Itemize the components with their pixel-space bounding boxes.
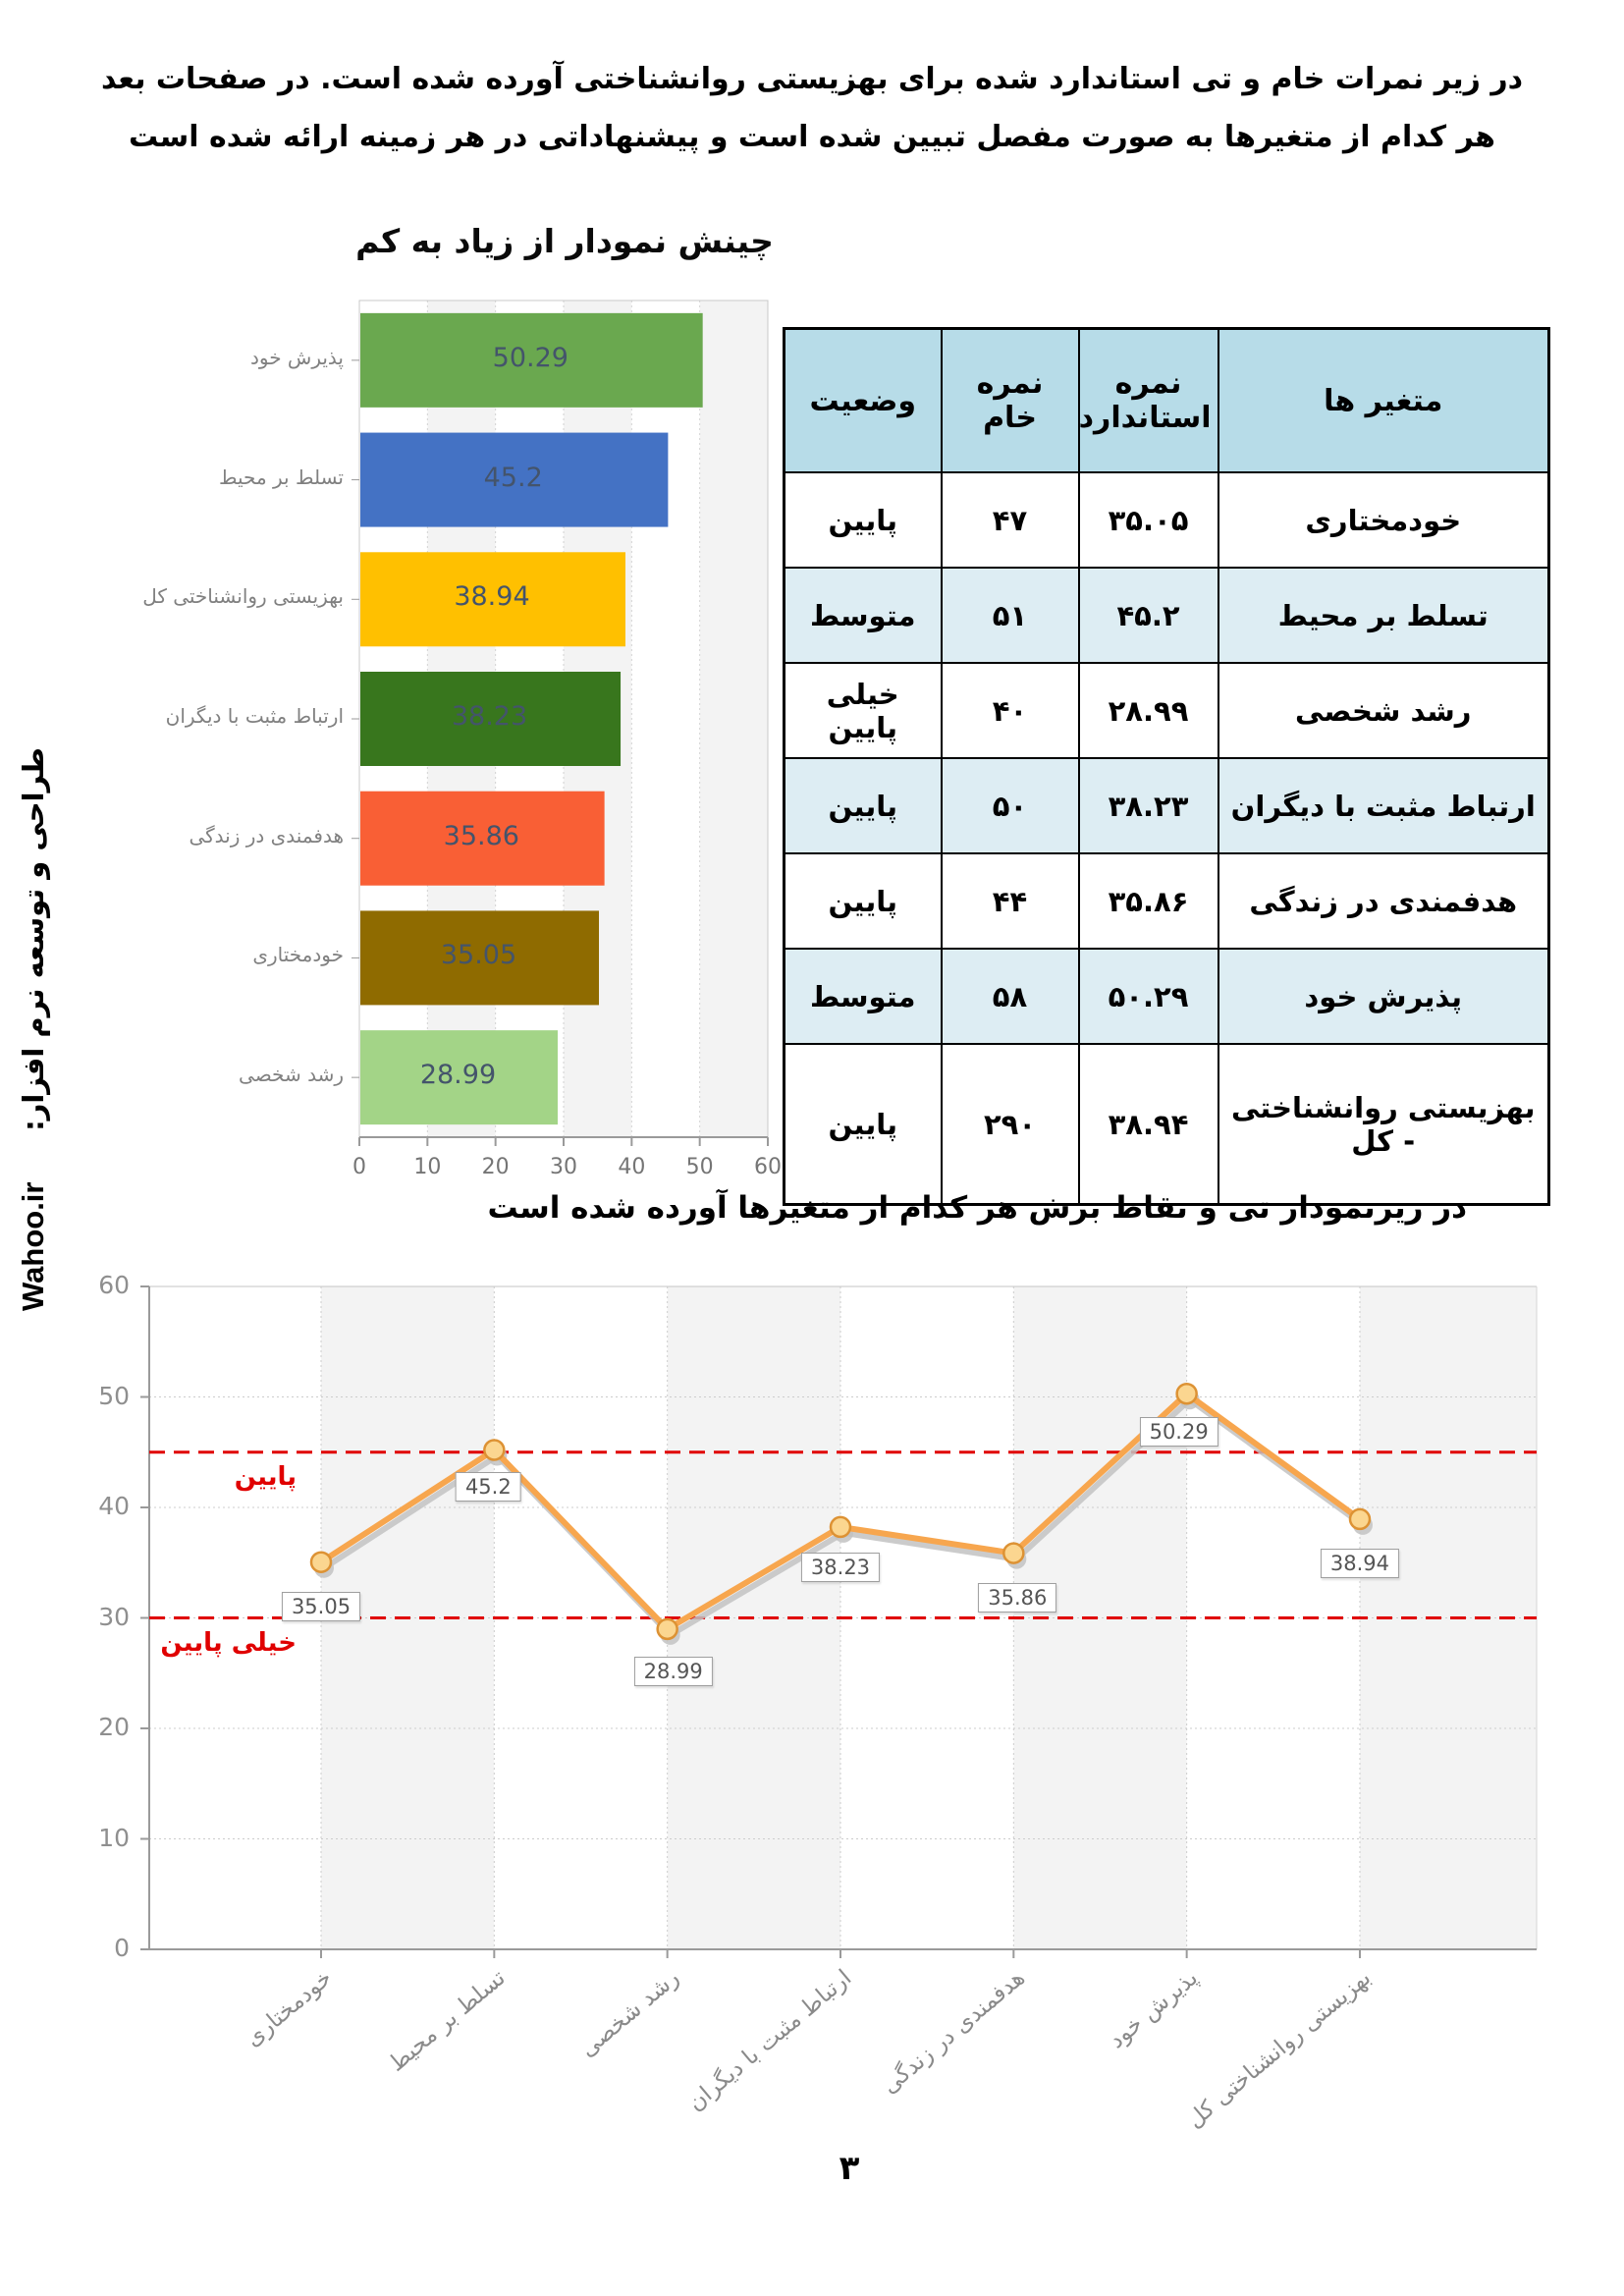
cell-standard-score: ۴۵.۲ — [1079, 568, 1218, 663]
cell-variable: هدفمندی در زندگی — [1218, 853, 1549, 949]
page-number: ۳ — [839, 2149, 860, 2188]
table-row — [785, 663, 1549, 758]
cell-standard-score: ۳۵.۸۶ — [1079, 853, 1218, 949]
cell-raw-score: ۴۴ — [942, 853, 1079, 949]
line-x-category-label: پذیرش خود — [1104, 1965, 1204, 2054]
bar-axis-tick-label: 10 — [413, 1155, 442, 1179]
point-value-label: 38.94 — [1321, 1549, 1399, 1578]
cell-status: پایین — [785, 758, 942, 853]
point-value-label: 35.86 — [978, 1583, 1056, 1613]
cell-variable: رشد شخصی — [1218, 663, 1549, 758]
data-point-6 — [1350, 1509, 1370, 1529]
table-row — [785, 472, 1549, 568]
line-x-category-label: هدفمندی در زندگی — [877, 1965, 1031, 2100]
bar-axis-tick-label: 30 — [550, 1155, 577, 1179]
line-y-tick-label: 30 — [98, 1602, 130, 1631]
cell-raw-score: ۵۸ — [942, 949, 1079, 1044]
bar-category-label: تسلط بر محیط — [219, 465, 344, 489]
point-value-label: 35.05 — [282, 1592, 360, 1621]
bar-value-label: 45.2 — [483, 462, 543, 493]
line-x-category-label: رشد شخصی — [574, 1965, 684, 2062]
cell-status: پایین — [785, 853, 942, 949]
cell-variable: پذیرش خود — [1218, 949, 1549, 1044]
bar-axis-tick-label: 0 — [352, 1155, 366, 1179]
point-value-label: 45.2 — [456, 1472, 521, 1502]
bar-category-label: بهزیستی روانشناختی کل — [142, 584, 344, 609]
bar-category-label: هدفمندی در زندگی — [189, 823, 344, 847]
bar-axis-tick-label: 50 — [685, 1155, 714, 1179]
table-header-status: وضعیت — [785, 329, 942, 473]
sidebar-rotated-text — [16, 747, 51, 1311]
table-header-row — [785, 329, 1549, 473]
cell-variable: تسلط بر محیط — [1218, 568, 1549, 663]
results-table — [783, 327, 1550, 1206]
table-header-raw-score: نمره خام — [942, 329, 1079, 473]
bar-category-label: رشد شخصی — [239, 1063, 344, 1087]
cell-raw-score: ۲۹۰ — [942, 1044, 1079, 1205]
cell-status: خیلی پایین — [785, 663, 942, 758]
cell-status: متوسط — [785, 949, 942, 1044]
cell-raw-score: ۵۰ — [942, 758, 1079, 853]
bar-axis-tick-label: 20 — [481, 1155, 510, 1179]
cell-variable: ارتباط مثبت با دیگران — [1218, 758, 1549, 853]
line-y-tick-label: 60 — [98, 1271, 130, 1299]
line-x-category-label: خودمختاری — [241, 1965, 338, 2052]
table-body — [785, 472, 1549, 1205]
cell-variable: خودمختاری — [1218, 472, 1549, 568]
point-value-label: 50.29 — [1140, 1417, 1218, 1447]
bar-value-label: 35.86 — [443, 820, 519, 851]
cell-raw-score: ۴۰ — [942, 663, 1079, 758]
bar-category-label: پذیرش خود — [249, 345, 344, 369]
line-x-category-label: بهزیستی روانشناختی کل — [1182, 1965, 1377, 2134]
bar-axis-tick-label: 40 — [618, 1155, 646, 1179]
bar-value-label: 28.99 — [419, 1060, 497, 1091]
bar-value-label: 38.23 — [451, 701, 528, 732]
point-value-label: 28.99 — [634, 1657, 713, 1686]
table-header-variables: متغیر ها — [1218, 329, 1549, 473]
data-point-0 — [311, 1553, 331, 1572]
bar-value-label: 38.94 — [454, 581, 530, 613]
bar-chart — [142, 285, 815, 1208]
intro-paragraph: در زیر نمرات خام و تی استاندارد شده برای بهزیستی روانشناختی آورده شده است. در صفحات بعد هر کدام از متغیرها به صورت مفصل تبیین شده است و پیشنهاداتی در هر زمینه ارائه شده است — [100, 62, 1524, 154]
table-row — [785, 1044, 1549, 1205]
cell-status: پایین — [785, 1044, 942, 1205]
line-chart — [59, 1247, 1591, 2239]
bar-category-label: ارتباط مثبت با دیگران — [165, 704, 344, 728]
point-value-label: 38.23 — [801, 1553, 880, 1582]
table-row — [785, 758, 1549, 853]
data-point-1 — [484, 1441, 504, 1460]
line-y-tick-label: 40 — [98, 1492, 130, 1520]
cell-variable: بهزیستی روانشناختی - کل — [1218, 1044, 1549, 1205]
line-x-category-label: تسلط بر محیط — [384, 1965, 512, 2077]
table-header-standard-score: نمره استاندارد — [1079, 329, 1218, 473]
table-row — [785, 853, 1549, 949]
cell-status: متوسط — [785, 568, 942, 663]
threshold-label: خیلی پایین — [160, 1627, 297, 1658]
bar-chart-title: چینش نمودار از زیاد به کم — [355, 222, 774, 260]
line-x-category-label: ارتباط مثبت با دیگران — [683, 1965, 857, 2116]
data-point-2 — [658, 1619, 677, 1639]
cell-raw-score: ۴۷ — [942, 472, 1079, 568]
table-row — [785, 949, 1549, 1044]
cell-standard-score: ۲۸.۹۹ — [1079, 663, 1218, 758]
bar-value-label: 35.05 — [440, 940, 517, 971]
sidebar-credit: طراحی و توسعه نرم افزار: — [17, 747, 50, 1131]
data-point-5 — [1177, 1384, 1197, 1403]
line-chart-heading: در زیرنمودار تی و نقاط برش هر کدام از متغیرها آورده شده است — [487, 1190, 1467, 1226]
data-point-4 — [1003, 1544, 1023, 1563]
cell-raw-score: ۵۱ — [942, 568, 1079, 663]
line-y-tick-label: 50 — [98, 1381, 130, 1410]
line-y-tick-label: 0 — [114, 1934, 130, 1962]
bar-value-label: 50.29 — [492, 342, 568, 373]
bar-category-label: خودمختاری — [252, 943, 344, 967]
cell-standard-score: ۳۸.۹۴ — [1079, 1044, 1218, 1205]
cell-standard-score: ۳۸.۲۳ — [1079, 758, 1218, 853]
cell-status: پایین — [785, 472, 942, 568]
line-y-tick-label: 10 — [98, 1823, 130, 1852]
sidebar-brand: Wahoo.ir — [16, 1181, 50, 1311]
threshold-label: پایین — [234, 1461, 297, 1492]
line-chart-canvas — [59, 1247, 1591, 2239]
bar-axis-tick-label: 60 — [754, 1155, 782, 1179]
cell-standard-score: ۳۵.۰۵ — [1079, 472, 1218, 568]
line-y-tick-label: 20 — [98, 1713, 130, 1741]
table-row — [785, 568, 1549, 663]
data-point-3 — [831, 1517, 850, 1537]
cell-standard-score: ۵۰.۲۹ — [1079, 949, 1218, 1044]
